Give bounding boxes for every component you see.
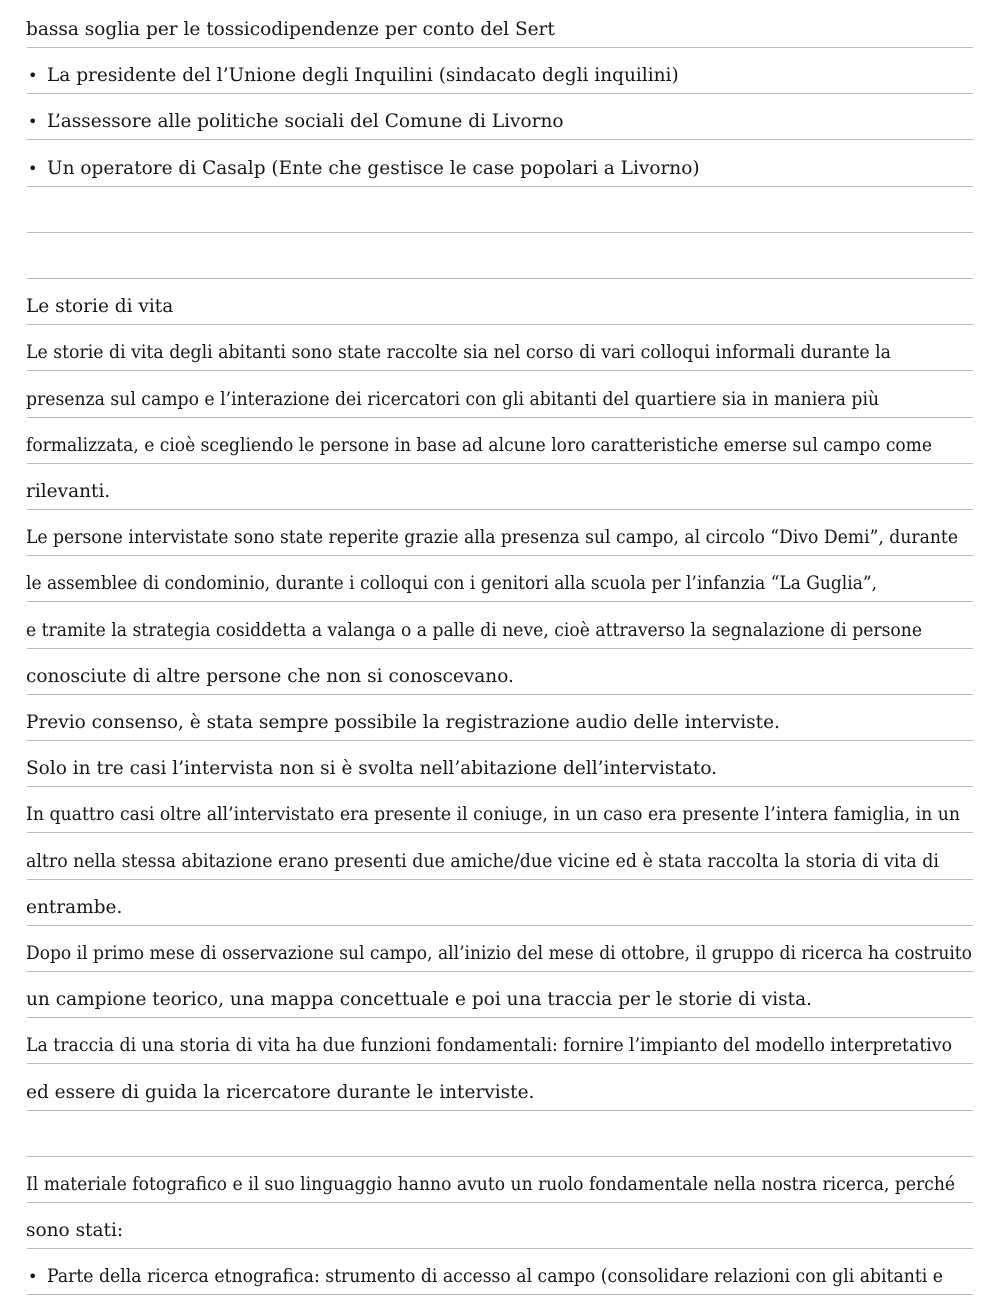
- paragraph-line: Previo consenso, è stata sempre possibile la registrazione audio delle interviste.: [26, 712, 780, 733]
- paragraph-line: conosciute di altre persone che non si conoscevano.: [26, 666, 514, 687]
- paragraph-line: Dopo il primo mese di osservazione sul campo, all’inizio del mese di ottobre, il gruppo di ricerca ha costruito: [26, 943, 972, 964]
- bullet-item-text: La presidente del l’Unione degli Inquilini (sindacato degli inquilini): [47, 65, 679, 86]
- ruled-line: [27, 1156, 973, 1157]
- ruled-line: [27, 324, 973, 325]
- ruled-line: [27, 832, 973, 833]
- paragraph-line: Le persone intervistate sono state reperite grazie alla presenza sul campo, al circolo “Divo Demi”, durante: [26, 527, 959, 548]
- bullet-icon: •: [28, 112, 38, 131]
- paragraph-line: entrambe.: [26, 897, 123, 918]
- paragraph-line: e tramite la strategia cosiddetta a valanga o a palle di neve, cioè attraverso la segnalazione di persone: [26, 620, 922, 641]
- paragraph-line: Le storie di vita degli abitanti sono state raccolte sia nel corso di vari colloqui informali durante la: [26, 342, 891, 363]
- paragraph-line: ed essere di guida la ricercatore durante le interviste.: [26, 1082, 535, 1103]
- ruled-line: [27, 1017, 973, 1018]
- paragraph-line: rilevanti.: [26, 481, 111, 502]
- ruled-line: [27, 694, 973, 695]
- ruled-line: [27, 139, 973, 140]
- ruled-line: [27, 1294, 973, 1295]
- paragraph-line: presenza sul campo e l’interazione dei ricercatori con gli abitanti del quartiere sia in maniera più: [26, 389, 880, 410]
- ruled-line: [27, 186, 973, 187]
- paragraph-line: sono stati:: [26, 1220, 124, 1241]
- paragraph-line: altro nella stessa abitazione erano presenti due amiche/due vicine ed è stata raccolta la storia di vita di: [26, 851, 939, 872]
- ruled-line: [27, 463, 973, 464]
- paragraph-line: La traccia di una storia di vita ha due funzioni fondamentali: fornire l’impianto del modello interpretativo: [26, 1035, 952, 1056]
- ruled-line: [27, 601, 973, 602]
- ruled-line: [27, 740, 973, 741]
- paragraph-line: bassa soglia per le tossicodipendenze per conto del Sert: [26, 19, 555, 40]
- ruled-line: [27, 278, 973, 279]
- ruled-line: [27, 93, 973, 94]
- paragraph-line: formalizzata, e cioè scegliendo le persone in base ad alcune loro caratteristiche emerse sul campo come: [26, 435, 933, 456]
- ruled-line: [27, 1110, 973, 1111]
- ruled-line: [27, 786, 973, 787]
- ruled-line: [27, 1063, 973, 1064]
- ruled-line: [27, 370, 973, 371]
- paragraph-line: Il materiale fotografico e il suo linguaggio hanno avuto un ruolo fondamentale nella nostra ricerca, perché: [26, 1174, 956, 1195]
- bullet-item-text: Parte della ricerca etnografica: strumento di accesso al campo (consolidare relazioni con gli abitanti e: [47, 1266, 944, 1287]
- ruled-line: [27, 417, 973, 418]
- bullet-icon: •: [28, 1267, 38, 1286]
- ruled-line: [27, 555, 973, 556]
- bullet-item-text: Un operatore di Casalp (Ente che gestisce le case popolari a Livorno): [47, 158, 700, 179]
- ruled-line: [27, 1248, 973, 1249]
- ruled-line: [27, 509, 973, 510]
- paragraph-line: le assemblee di condominio, durante i colloqui con i genitori alla scuola per l’infanzia “La Guglia”,: [26, 573, 877, 594]
- ruled-line: [27, 648, 973, 649]
- ruled-line: [27, 971, 973, 972]
- bullet-icon: •: [28, 66, 38, 85]
- ruled-line: [27, 879, 973, 880]
- ruled-line: [27, 925, 973, 926]
- paragraph-line: un campione teorico, una mappa concettuale e poi una traccia per le storie di vista.: [26, 989, 812, 1010]
- ruled-line: [27, 232, 973, 233]
- bullet-item-text: L’assessore alle politiche sociali del Comune di Livorno: [47, 111, 564, 132]
- paragraph-line: In quattro casi oltre all’intervistato era presente il coniuge, in un caso era presente l’intera famiglia, in un: [26, 804, 961, 825]
- paragraph-line: Solo in tre casi l’intervista non si è svolta nell’abitazione dell’intervistato.: [26, 758, 718, 779]
- bullet-icon: •: [28, 159, 38, 178]
- section-heading: Le storie di vita: [26, 296, 174, 317]
- ruled-line: [27, 47, 973, 48]
- ruled-line: [27, 1202, 973, 1203]
